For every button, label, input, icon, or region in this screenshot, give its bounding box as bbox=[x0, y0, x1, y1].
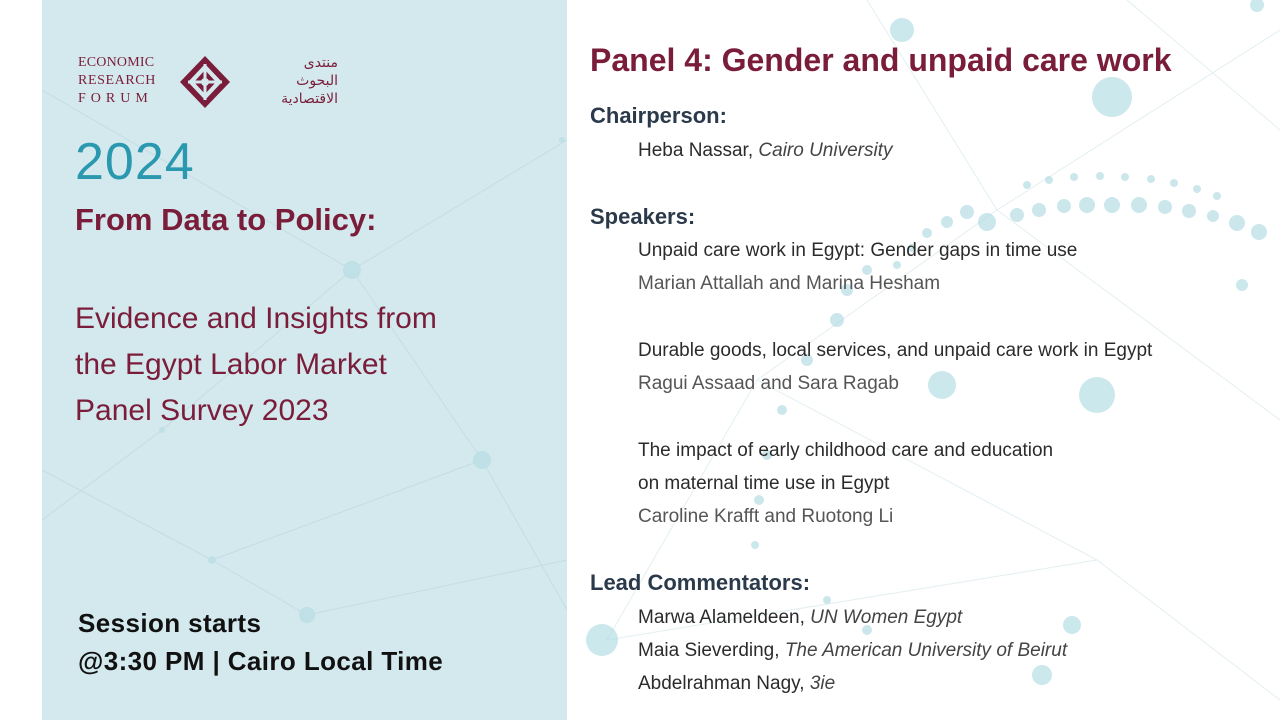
paper-title: The impact of early childhood care and education bbox=[638, 440, 1054, 461]
logo-arabic bbox=[240, 54, 338, 108]
left-panel bbox=[42, 0, 567, 720]
right-panel bbox=[567, 0, 1280, 720]
person-affiliation: Cairo University bbox=[758, 140, 893, 161]
conference-title bbox=[75, 296, 545, 434]
left-margin bbox=[0, 0, 42, 720]
panel-title: Panel 4: Gender and unpaid care work bbox=[590, 42, 1172, 78]
person-affiliation: UN Women Egypt bbox=[810, 607, 963, 628]
logo-en-line: RESEARCH bbox=[78, 73, 156, 88]
logo-ar-line: منتدى bbox=[303, 55, 338, 71]
title-line: the Egypt Labor Market bbox=[75, 348, 387, 381]
commentator-entry bbox=[638, 673, 835, 695]
erf-logo bbox=[78, 54, 338, 110]
commentator-entry bbox=[638, 640, 1067, 662]
session-line: @3:30 PM | Cairo Local Time bbox=[78, 646, 444, 676]
logo-english bbox=[78, 54, 174, 108]
title-line: Evidence and Insights from bbox=[75, 302, 437, 335]
session-line: Session starts bbox=[78, 608, 262, 638]
chairperson-heading: Chairperson: bbox=[590, 103, 727, 128]
commentator-entry bbox=[638, 607, 962, 629]
paper-authors: Marian Attallah and Marina Hesham bbox=[638, 273, 941, 294]
commentators-heading: Lead Commentators: bbox=[590, 570, 811, 595]
person-affiliation: 3ie bbox=[809, 673, 836, 694]
person-name: Maia Sieverding, bbox=[638, 640, 780, 661]
erf-logo-icon bbox=[176, 54, 234, 110]
chairperson-entry bbox=[638, 140, 893, 162]
session-time bbox=[78, 604, 558, 680]
logo-ar-line: البحوث bbox=[296, 73, 338, 89]
person-name: Heba Nassar, bbox=[638, 140, 754, 161]
paper-title: Durable goods, local services, and unpaid care work in Egypt bbox=[638, 340, 1153, 361]
speakers-heading: Speakers: bbox=[590, 204, 696, 229]
paper-authors: Ragui Assaad and Sara Ragab bbox=[638, 373, 899, 394]
logo-en-line: FORUM bbox=[78, 91, 153, 106]
year-heading: 2024 bbox=[75, 133, 195, 191]
subtitle: From Data to Policy: bbox=[75, 202, 377, 237]
logo-en-line: ECONOMIC bbox=[78, 55, 155, 70]
paper-authors: Caroline Krafft and Ruotong Li bbox=[638, 506, 894, 527]
person-name: Marwa Alameldeen, bbox=[638, 607, 805, 628]
person-affiliation: The American University of Beirut bbox=[784, 640, 1068, 661]
title-line: Panel Survey 2023 bbox=[75, 394, 329, 427]
paper-title: on maternal time use in Egypt bbox=[638, 473, 890, 494]
person-name: Abdelrahman Nagy, bbox=[638, 673, 805, 694]
logo-ar-line: الاقتصادية bbox=[281, 91, 338, 107]
paper-title: Unpaid care work in Egypt: Gender gaps in time use bbox=[638, 240, 1078, 261]
